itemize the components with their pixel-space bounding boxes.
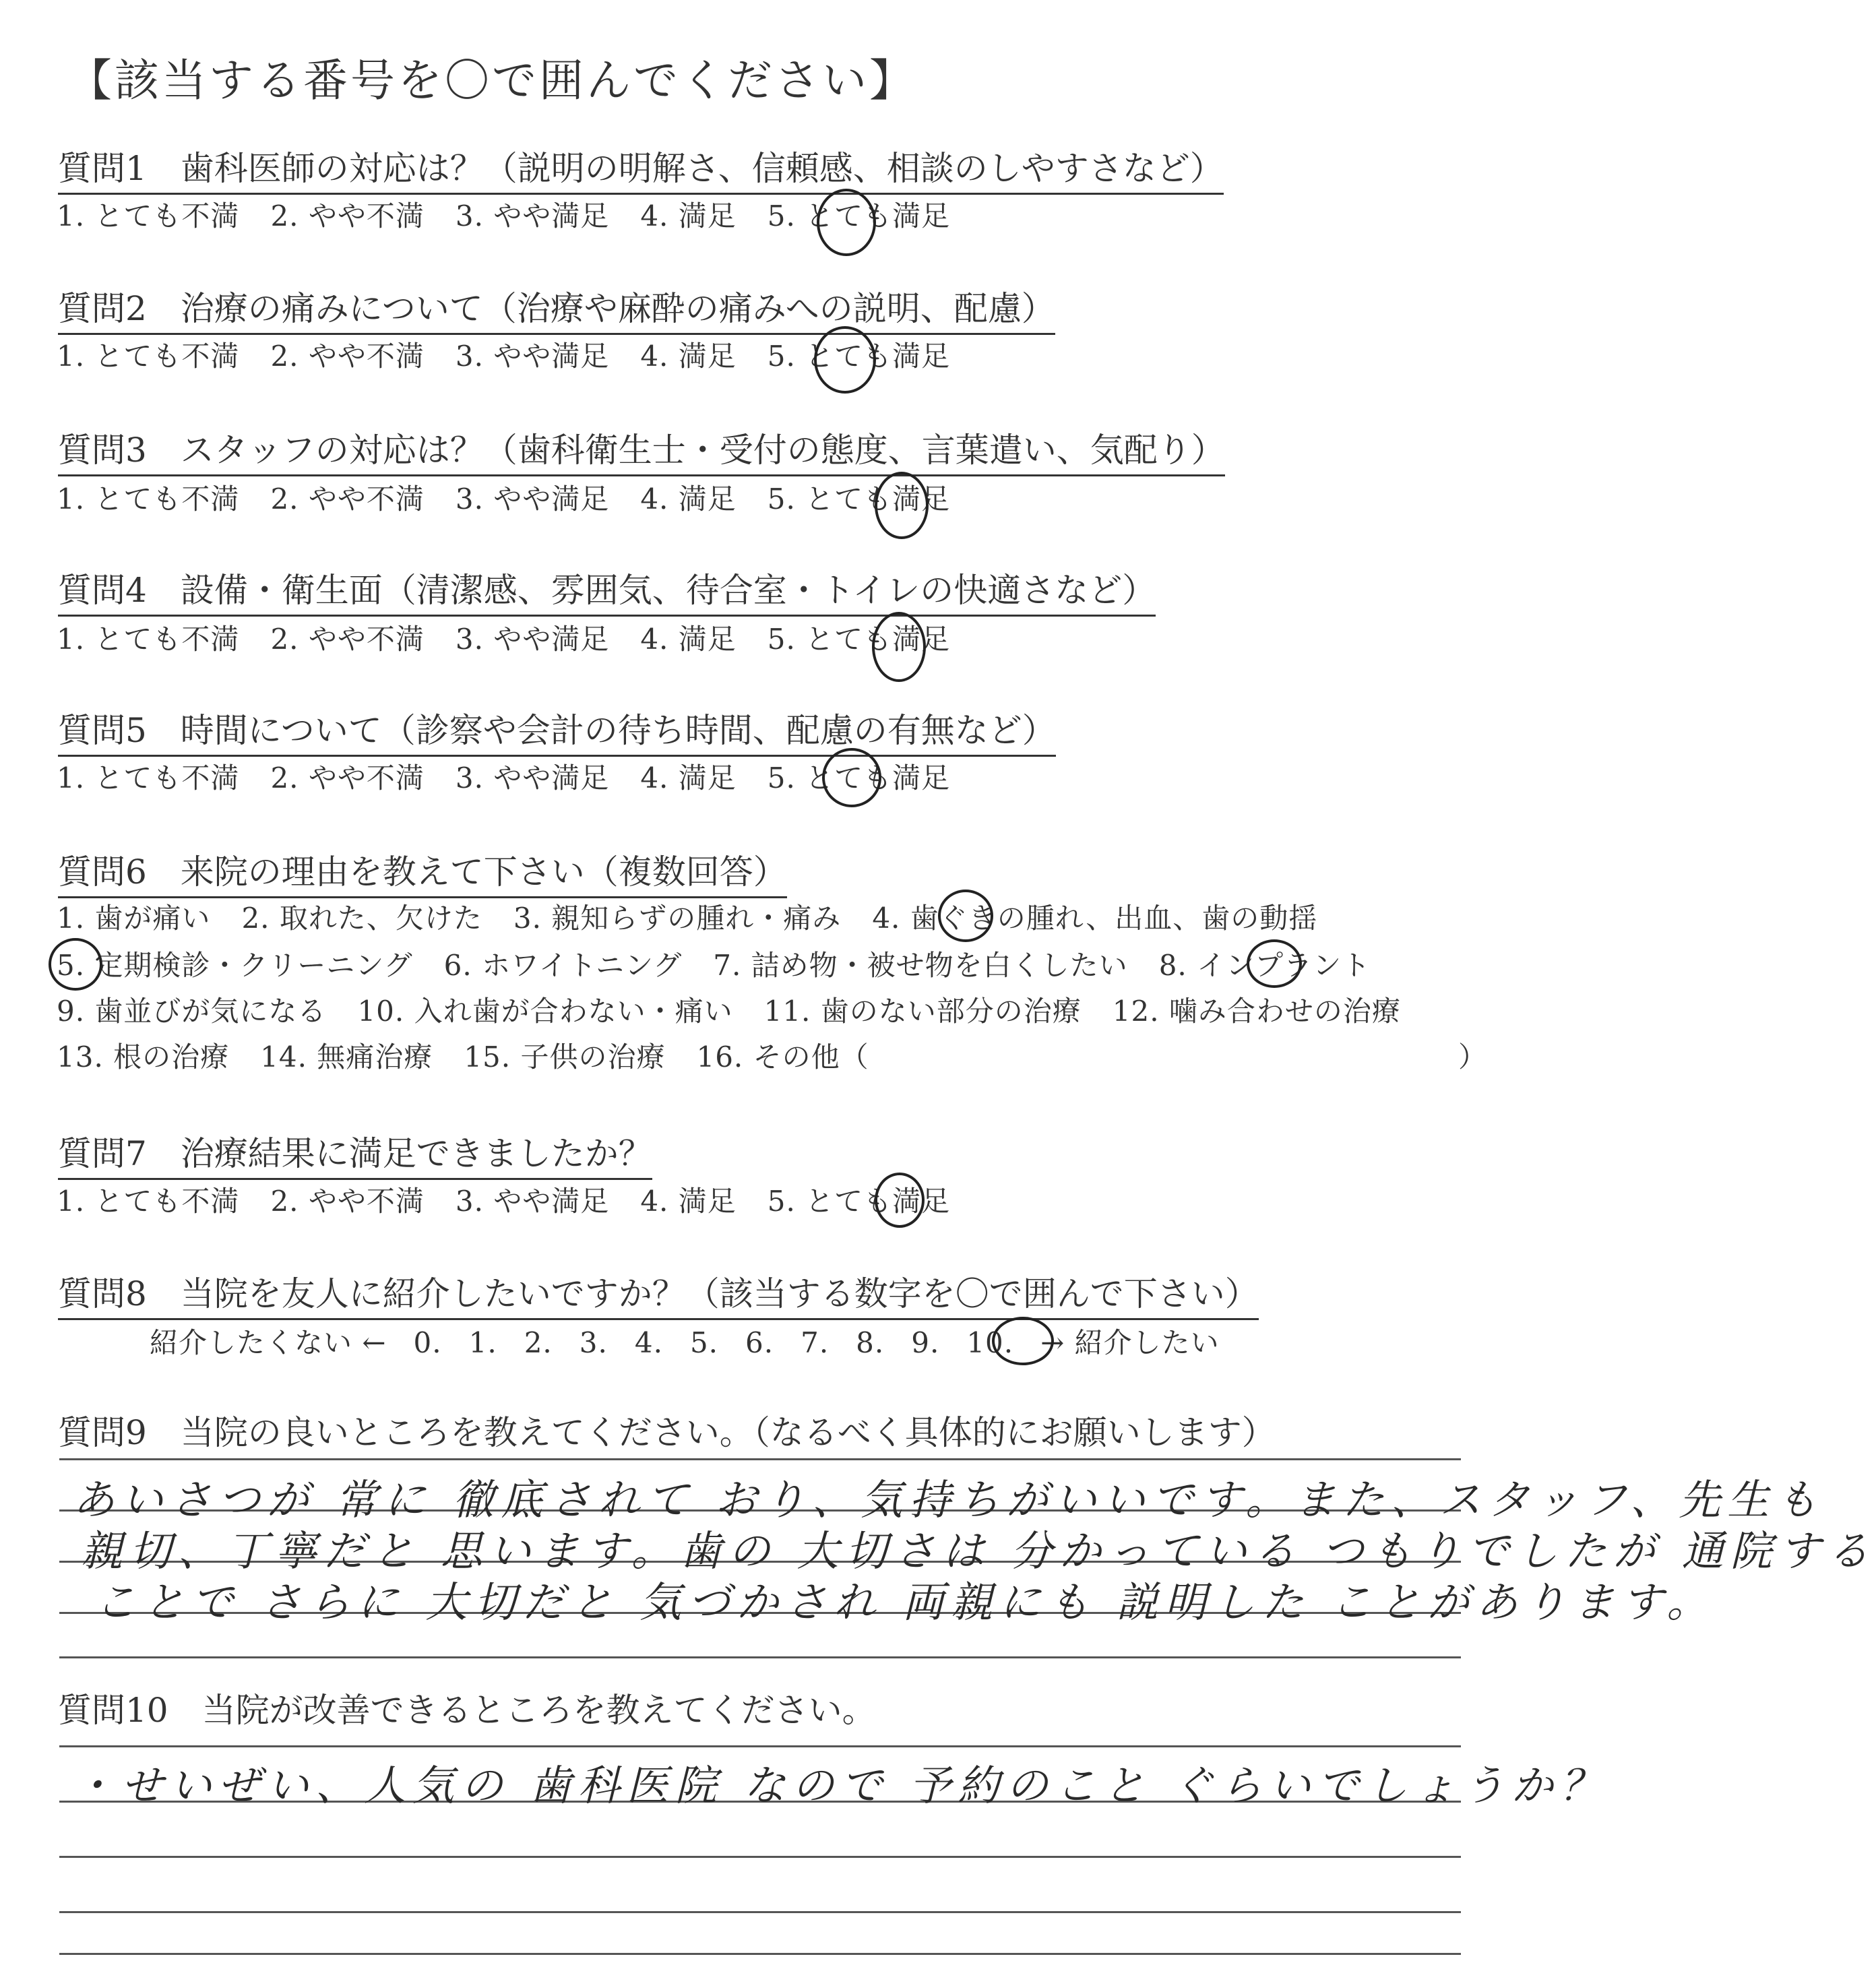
q6-option-13[interactable]: 13. 根の治療 [57,1040,230,1073]
q5-option-2[interactable]: 2. やや不満 [270,761,425,794]
q1-heading: 質問1 歯科医師の対応は？（説明の明解さ、信頼感、相談のしやすさなど） [58,142,1224,195]
q8-value-4[interactable]: 4. [634,1326,663,1359]
q6-option-7[interactable]: 7. 詰め物・被せ物を白くしたい [713,949,1128,982]
q8-value-6[interactable]: 6. [745,1326,774,1359]
q8-heading: 質問8 当院を友人に紹介したいですか？（該当する数字を〇で囲んで下さい） [58,1267,1259,1320]
q1-option-5[interactable]: 5. とても満足 [767,199,951,232]
q3-option-3[interactable]: 3. やや満足 [455,482,610,516]
q2-heading: 質問2 治療の痛みについて（治療や麻酔の痛みへの説明、配慮） [58,282,1055,335]
q8-scale[interactable] [150,1321,1247,1361]
q6-row-1[interactable] [57,896,1348,937]
q2-option-4[interactable]: 4. 満足 [640,340,737,373]
q1-option-4[interactable]: 4. 満足 [640,199,737,232]
q9-answer-line [59,1656,1461,1658]
q8-right-label: → 紹介したい [1040,1326,1220,1359]
q2-option-1[interactable]: 1. とても不満 [57,340,240,373]
q10-answer-line [59,1856,1461,1858]
q8-value-3[interactable]: 3. [579,1326,608,1359]
q8-value-7[interactable]: 7. [801,1326,830,1359]
q4-option-2[interactable]: 2. やや不満 [270,623,425,656]
q6-row-2[interactable] [57,943,1402,984]
q3-option-5[interactable]: 5. とても満足 [767,482,951,516]
q3-options[interactable] [57,477,981,518]
q3-option-2[interactable]: 2. やや不満 [270,482,425,516]
q1-options[interactable] [57,194,981,235]
q5-heading: 質問5 時間について（診察や会計の待ち時間、配慮の有無など） [58,704,1056,757]
q6-option-3[interactable]: 3. 親知らずの腫れ・痛み [513,902,842,935]
q8-value-10[interactable]: 10. [966,1326,1014,1359]
q7-option-3[interactable]: 3. やや満足 [455,1185,610,1218]
q6-option-14[interactable]: 14. 無痛治療 [260,1040,433,1073]
q6-option-1[interactable]: 1. 歯が痛い [57,902,211,935]
q6-option-5[interactable]: 5. 定期検診・クリーニング [57,949,413,982]
q6-heading: 質問6 来院の理由を教えて下さい（複数回答） [58,845,787,898]
q1-option-2[interactable]: 2. やや不満 [270,199,425,232]
q5-option-5[interactable]: 5. とても満足 [767,761,951,794]
q10-answer-text[interactable]: ・せいぜい、人気の 歯科医院 なので 予約のこと ぐらいでしょうか？ [73,1761,1608,1810]
q5-options[interactable] [57,756,981,797]
q4-option-3[interactable]: 3. やや満足 [455,623,610,656]
q5-option-1[interactable]: 1. とても不満 [57,761,240,794]
q7-option-4[interactable]: 4. 満足 [640,1185,737,1218]
q3-heading: 質問3 スタッフの対応は？（歯科衛生士・受付の態度、言葉遣い、気配り） [58,423,1225,476]
q1-option-1[interactable]: 1. とても不満 [57,199,240,232]
q6-option-15[interactable]: 15. 子供の治療 [464,1040,666,1073]
q6-row-3[interactable] [57,989,1432,1030]
q10-heading: 質問10 当院が改善できるところを教えてください。 [58,1691,876,1730]
q6-option-8[interactable]: 8. インプラント [1158,949,1371,982]
q4-option-5[interactable]: 5. とても満足 [767,623,951,656]
q3-option-1[interactable]: 1. とても不満 [57,482,240,516]
q8-value-9[interactable]: 9. [911,1326,940,1359]
q9-answer-line [59,1458,1461,1460]
q2-options[interactable] [57,334,981,375]
q7-option-2[interactable]: 2. やや不満 [270,1185,425,1218]
q6-row-4[interactable] [57,1035,900,1076]
q10-answer-line [59,1911,1461,1913]
q6-other-close: ） [1458,1040,1488,1073]
q1-option-3[interactable]: 3. やや満足 [455,199,610,232]
q4-options[interactable] [57,617,981,658]
q8-value-1[interactable]: 1. [468,1326,497,1359]
q9-answer-text-2[interactable]: 親切、丁寧だと 思います。歯の 大切さは 分かっている つもりでしたが 通院する [81,1526,1876,1576]
q6-option-16[interactable]: 16. その他（ [696,1040,869,1073]
q6-option-4[interactable]: 4. 歯ぐきの腫れ、出血、歯の動揺 [872,902,1318,935]
q7-heading: 質問7 治療結果に満足できましたか？ [58,1127,652,1180]
q10-answer-line [59,1745,1461,1747]
q8-value-8[interactable]: 8. [856,1326,885,1359]
q3-option-4[interactable]: 4. 満足 [640,482,737,516]
q9-heading: 質問9 当院の良いところを教えてください。（なるべく具体的にお願いします） [58,1413,1276,1452]
q5-option-3[interactable]: 3. やや満足 [455,761,610,794]
q4-option-4[interactable]: 4. 満足 [640,623,737,656]
page-title: 【該当する番号を〇で囲んでください】 [67,55,916,106]
q7-option-1[interactable]: 1. とても不満 [57,1185,240,1218]
q6-option-9[interactable]: 9. 歯並びが気になる [57,995,327,1028]
q9-answer-text-3[interactable]: ことで さらに 大切だと 気づかされ 両親にも 説明した ことがあります。 [94,1578,1716,1627]
q8-left-label: 紹介したくない ← [150,1326,387,1359]
q5-option-4[interactable]: 4. 満足 [640,761,737,794]
q10-answer-line [59,1953,1461,1955]
q8-value-5[interactable]: 5. [689,1326,719,1359]
q6-option-12[interactable]: 12. 噛み合わせの治療 [1112,995,1401,1028]
q8-value-2[interactable]: 2. [524,1326,553,1359]
q7-options[interactable] [57,1179,981,1220]
q2-option-2[interactable]: 2. やや不満 [270,340,425,373]
q6-option-6[interactable]: 6. ホワイトニング [443,949,683,982]
q7-option-5[interactable]: 5. とても満足 [767,1185,951,1218]
q6-option-11[interactable]: 11. 歯のない部分の治療 [763,995,1082,1028]
q6-option-10[interactable]: 10. 入れ歯が合わない・痛い [357,995,733,1028]
q8-value-0[interactable]: 0. [413,1326,442,1359]
q6-option-2[interactable]: 2. 取れた、欠けた [241,902,482,935]
q2-option-5[interactable]: 5. とても満足 [767,340,951,373]
q4-option-1[interactable]: 1. とても不満 [57,623,240,656]
q2-option-3[interactable]: 3. やや満足 [455,340,610,373]
q9-answer-text-1[interactable]: あいさつが 常に 徹底されて おり、気持ちがいいです。また、スタッフ、先生も [73,1475,1825,1524]
q4-heading: 質問4 設備・衛生面（清潔感、雰囲気、待合室・トイレの快適さなど） [58,563,1156,617]
